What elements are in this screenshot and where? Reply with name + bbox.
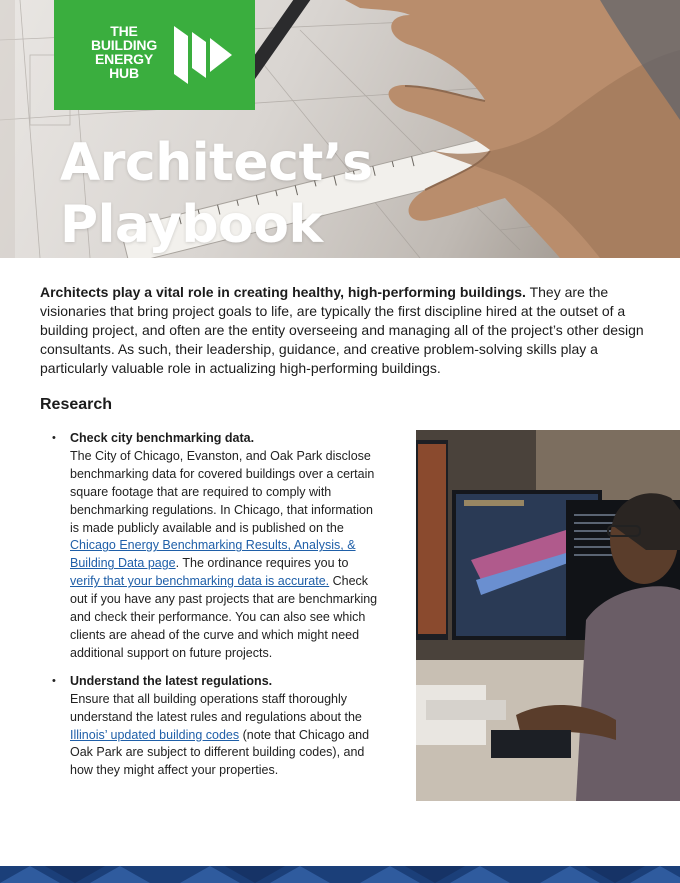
hero-banner [0, 0, 680, 258]
building-energy-hub-mark-icon [170, 22, 236, 88]
brand-logo[interactable] [54, 0, 255, 110]
logo-wordmark [78, 24, 170, 80]
title-line: Playbook [60, 195, 323, 255]
page-title [60, 132, 373, 256]
footer-band [0, 866, 680, 883]
list-item-text: (note that Chicago and Oak Park are subject to different building codes), and how they might affect your properties. [70, 727, 370, 778]
list-item-text: The City of Chicago, Evanston, and Oak Park disclose benchmarking data for covered buildings over a certain square footage that are required to comply with benchmarking regulations. In Chicago, that information is made publicly available and is published on the [70, 448, 375, 535]
list-item-title: • Check city benchmarking data. [70, 431, 255, 445]
intro-lead: Architects play a vital role in creating healthy, high-performing buildings. [40, 284, 526, 300]
list-item-text: . The ordinance requires you to [175, 556, 349, 571]
intro-body: They are the visionaries that bring project goals to life, are typically the first discipline hired at the outset of a building project, and often are the entity overseeing and managing all of the project’s other design consultants. As such, their leadership, guidance, and creative problem-solving skills play a particularly valuable role in actualizing high-performing buildings. [40, 284, 644, 376]
logo-line: THE [110, 23, 138, 39]
logo-line: BUILDING [90, 37, 158, 53]
section-heading-research: Research [40, 396, 113, 413]
list-item-title: • Understand the latest regulations. [70, 673, 273, 688]
benchmarking-data-link[interactable]: Chicago Energy Benchmarking Results, Analysis, & Building Data page [70, 538, 356, 571]
architect-at-computer-monitors-photo [416, 430, 680, 801]
list-item [50, 673, 380, 780]
logo-line: HUB [109, 65, 139, 81]
title-line: Architect’s [60, 133, 373, 193]
verify-benchmarking-link[interactable]: verify that your benchmarking data is accurate. [70, 574, 330, 589]
research-list [50, 430, 380, 780]
architect-at-computer-photo [416, 430, 680, 801]
footer-pattern [0, 866, 680, 883]
list-item-text: Ensure that all building operations staff thoroughly understand the latest rules and regulations about the [70, 691, 362, 724]
intro-paragraph [40, 283, 652, 378]
list-item-text: Check out if you have any past projects that are benchmarking and check their performance. You can also see which clients are ahead of the curve and which might need additional support on future projects. [70, 574, 378, 660]
building-codes-link[interactable]: Illinois’ updated building codes [70, 727, 240, 742]
list-item [50, 430, 380, 663]
logo-line: ENERGY [95, 51, 153, 67]
